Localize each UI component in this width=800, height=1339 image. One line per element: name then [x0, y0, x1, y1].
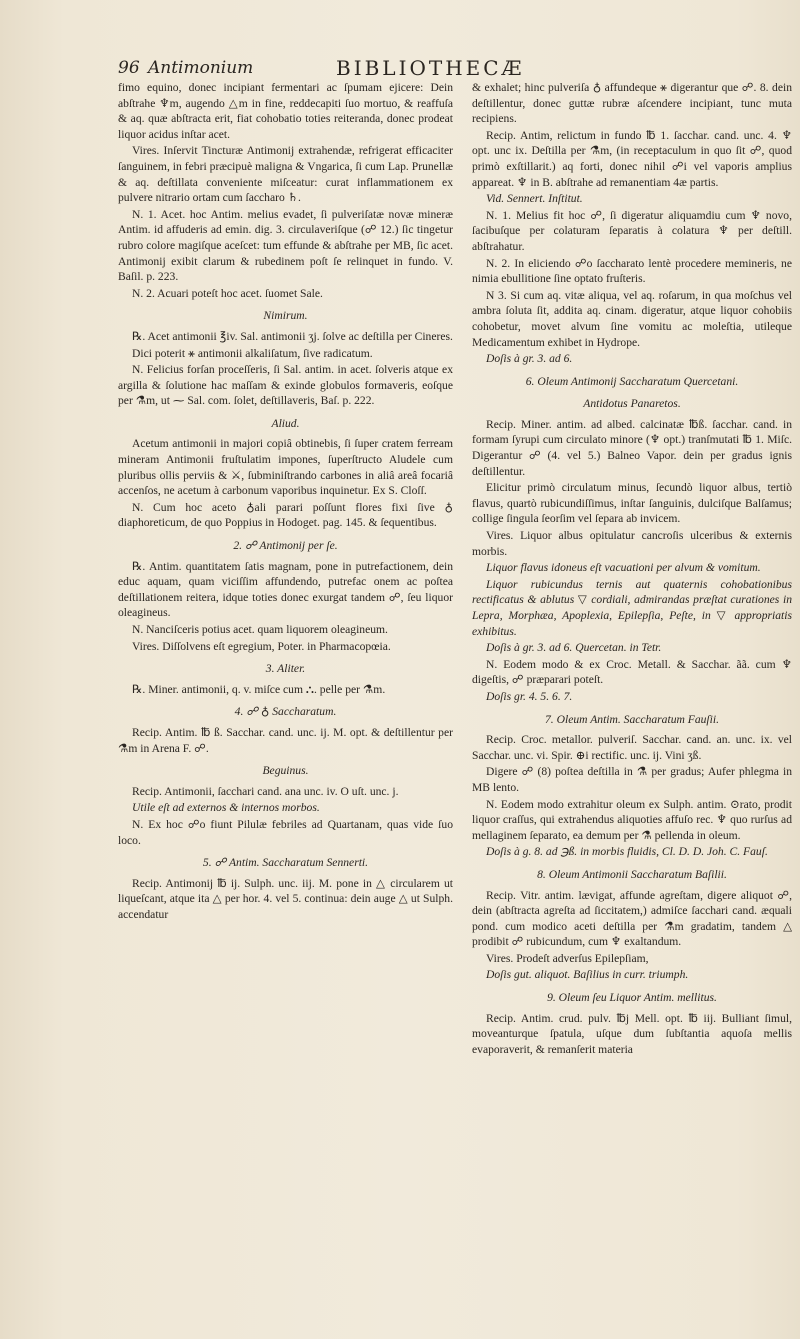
right-paragraph: Doſis gr. 4. 5. 6. 7.	[486, 689, 573, 703]
right-paragraph: 9. Oleum ſeu Liquor Antim. mellitus.	[547, 991, 717, 1005]
right-paragraph: N. 2. In eliciendo ☍o ſaccharato lentè procedere memineris, ne nimia ebullitione ſine optato fruſteris.	[472, 256, 792, 286]
left-paragraph: Recip. Antimonii, ſacchari cand. ana unc. iv. O uſt. unc. j.	[132, 784, 399, 798]
left-column	[118, 80, 453, 924]
left-paragraph: Recip. Antim. ℔ ß. Sacchar. cand. unc. ij. M. opt. & deſtillentur per ⚗m in Arena F. ☍.	[118, 725, 453, 755]
right-paragraph: Doſis à gr. 3. ad 6.	[486, 352, 573, 366]
left-paragraph: N. Nanciſceris potius acet. quam liquorem oleagineum.	[132, 623, 388, 636]
left-paragraph: Recip. Antimonij ℔ ij. Sulph. unc. iij. M. pone in △ circularem ut liqueſcant, atque ita △ per hor. 4. vel 5. continua: dein auge △ ut Sulph. accendatur	[118, 876, 453, 921]
right-paragraph: Recip. Croc. metallor. pulveriſ. Sacchar. cand. an. unc. ix. vel Sacchar. unc. vi. Spir. ⊕i rectific. unc. ij. Vini ʒß.	[472, 733, 792, 762]
left-paragraph: Vires. Inſervit Tincturæ Antimonij extrahendæ, refrigerat efficaciter ſanguinem, in febri præcipuè maligna & Vngarica, ſi cum Lap. Prunellæ & aq. deſtillata conveniente miſceatur: curat inflammationem ex pulvere nitrario ortam cum ſaccharo ♄.	[118, 144, 453, 205]
right-paragraph: Vid. Sennert. Inſtitut.	[486, 192, 583, 206]
left-paragraph: N. Ex hoc ☍o fiunt Pilulæ febriles ad Quartanam, quas vide ſuo loco.	[118, 817, 453, 847]
left-paragraph: ℞. Miner. antimonii, q. v. miſce cum ⛬. pelle per ⚗m.	[132, 682, 386, 696]
right-column	[472, 80, 792, 1058]
right-paragraph: 6. Oleum Antimonij Saccharatum Quercetani.	[525, 374, 739, 388]
left-paragraph: 3. Aliter.	[265, 662, 306, 676]
right-paragraph: Elicitur primò circulatum minus, ſecundò liquor albus, tertiò flavus, quartò rubicundiſſimus, inſtar ſanguinis, dulciſque Balſamus; collige ſingula ſeorſim vel ſepara ab invicem.	[472, 481, 792, 526]
header-title: BIBLIOTHECÆ	[336, 56, 525, 80]
left-paragraph: Dici poterit ⚹ antimonii alkaliſatum, ſive radicatum.	[132, 346, 373, 360]
left-paragraph: ℞. Acet antimonii ℥iv. Sal. antimonii ʒj. ſolve ac deſtilla per Cineres.	[132, 329, 453, 343]
right-paragraph: Liquor flavus idoneus eſt vacuationi per alvum & vomitum.	[486, 561, 761, 575]
right-paragraph: Liquor rubicundus ternis aut quaternis cohobationibus rectificatus & ablutus ▽ cordiali, admirandas præſtat curationes in Lepra, Morphæa, Apoplexia, Epilepſia, Peſte, in ▽ appropriatis exhibitus.	[472, 577, 792, 638]
left-paragraph: 2. ☍ Antimonij per ſe.	[233, 539, 338, 553]
left-paragraph: N. Felicius forſan proceſſeris, ſi Sal. antim. in acet. ſolveris atque ex argilla & ſolutione hac maſſam & exinde globulos formaveris, eoſque per ⚗m, ut ⁓ Sal. com. ſolet, deſtillaveris, Baſ. p. 222.	[118, 363, 453, 408]
right-paragraph: 8. Oleum Antimonii Saccharatum Baſilii.	[537, 867, 727, 881]
right-paragraph: Digere ☍ (8) poſtea deſtilla in ⚗ per gradus; Aufer phlegma in MB lento.	[472, 765, 792, 794]
left-paragraph: ℞. Antim. quantitatem ſatis magnam, pone in putrefactionem, dein educ aquam, quam viciſſim affundendo, putrefac onem ac poſtea deſtillationem reitera, idque toties donec exurgat tandem ☍, ſeu liquor oleagineus.	[118, 559, 453, 620]
right-paragraph: Vires. Prodeſt adverſus Epilepſiam,	[486, 951, 649, 965]
right-paragraph: Vires. Liquor albus opitulatur cancroſis ulceribus & externis morbis.	[472, 529, 792, 558]
left-paragraph: N. 2. Acuari poteſt hoc acet. ſuomet Sale.	[132, 286, 323, 300]
page-number: 96	[118, 58, 140, 78]
right-paragraph: Recip. Miner. antim. ad albed. calcinatæ ℔ß. ſacchar. cand. in formam ſyrupi cum circulato minore (♆ opt.) tranſmutati ℔ 1. Miſc. Digerantur ☍ (4. vel 5.) Balneo Vapor. dein per gradus ignis deſtillentur.	[472, 417, 792, 478]
right-paragraph: Doſis à gr. 3. ad 6. Quercetan. in Tetr.	[486, 641, 662, 655]
right-paragraph: & exhalet; hinc pulveriſa ♁ affundeque ⚹ digerantur que ☍. 8. dein deſtillentur, donec guttæ rubræ aſcendere incipiant, tunc muta recipiens.	[472, 81, 792, 126]
left-paragraph: N. Cum hoc aceto ♁ali parari poſſunt flores fixi ſive ♁ diaphoreticum, de quo Poppius in Hodoget. pag. 145. & ſequentibus.	[118, 500, 453, 530]
right-paragraph: N 3. Si cum aq. vitæ aliqua, vel aq. roſarum, in qua moſchus vel ambra ſoluta ſit, addita aq. cinam. digeratur, atque liquor cohobiis cohobetur, movet alvum ſine vomitu ac moleſtia, utileque Medicamentum exhibet in Hydrope.	[472, 288, 792, 349]
right-paragraph: N. Eodem modo & ex Croc. Metall. & Sacchar. ãã. cum ♆ digeſtis, ☍ præparari poteſt.	[472, 657, 792, 687]
right-paragraph: Antidotus Panaretos.	[583, 397, 681, 411]
right-paragraph: Recip. Antim, relictum in fundo ℔ 1. ſacchar. cand. unc. 4. ♆ opt. unc ix. Deſtilla per ⚗m, (in receptaculum in quo ſit ☍, quod primò exſtillarit.) aq forti, donec nihil ☍i vel vaporis amplius appareat. ♆ in B. abſtrahe ad remanentiam 4æ partis.	[472, 128, 792, 189]
right-paragraph: Doſis à g. 8. ad ℈ß. in morbis fluidis, Cl. D. D. Joh. C. Fauſ.	[486, 845, 768, 859]
left-paragraph: Utile eſt ad externos & internos morbos.	[132, 801, 320, 815]
right-paragraph: N. Eodem modo extrahitur oleum ex Sulph. antim. ⊙rato, prodit liquor craſſus, qui extrahendus aliquoties affuſo rec. ♆ quo rurſus ad mellaginem ſeparato, ea demum per ⚗ pellenda in oleum.	[472, 797, 792, 842]
left-paragraph: Acetum antimonii in majori copiâ obtinebis, ſi ſuper cratem ferream mineram Antimonii fruſtulatim impones, ſuperſtructo Aludele cum pluribus ollis perviis & ⚔, ſubminiſtrando carbones in aliâ areâ focariâ accenſos, ne acetum à carbonum vaporibus inquinetur. Ex S. Cloſſ.	[118, 437, 453, 498]
left-paragraph: Aliud.	[271, 416, 300, 430]
left-paragraph: 5. ☍ Antim. Saccharatum Sennerti.	[202, 856, 369, 870]
left-paragraph: fimo equino, donec incipiant fermentari ac ſpumam ejicere: Dein abſtrahe ♆m, augendo △m in fine, reddecapiti ſuo mortuo, & reaffuſa & aq. quæ abſtracta erit, fiat cohobatio toties reiteranda, donec prodeat liquor acidus inſtar acet.	[118, 81, 453, 141]
right-paragraph: 7. Oleum Antim. Saccharatum Fauſii.	[545, 712, 719, 726]
running-title: Antimonium	[148, 58, 254, 78]
left-paragraph: 4. ☍ ♁ Saccharatum.	[234, 705, 337, 719]
right-paragraph: Recip. Vitr. antim. lævigat, affunde agreſtam, digere aliquot ☍, dein (abſtracta agreſta ad ſiccitatem,) admiſce ſacchari cand. æquali pond. cum modico aceti deſtilla per ⚗m gradatim, tandem △ prodibit ☍ rubicundum, cum ♆ exaltandum.	[472, 888, 792, 949]
right-paragraph: N. 1. Melius fit hoc ☍, ſi digeratur aliquamdiu cum ♆ novo, ſacibuſque per colaturam ſeparatis à colatura ♆ per deſtill. abſtrahatur.	[472, 208, 792, 253]
right-paragraph: Recip. Antim. crud. pulv. ℔j Mell. opt. ℔ iij. Bulliant ſimul, moveanturque ſpatula, uſque dum ſubſtantia aquoſa mellis evaporaverit, & remanſerit materia	[472, 1011, 792, 1056]
right-paragraph: Doſis gut. aliquot. Baſilius in curr. triumph.	[486, 968, 689, 982]
left-paragraph: Nimirum.	[263, 309, 308, 323]
left-paragraph: N. 1. Acet. hoc Antim. melius evadet, ſi pulveriſatæ novæ mineræ Antim. id affuderis ad emin. dig. 3. circulaveriſque (☍ 12.) ſic tingetur rubro colore magiſque aceſcet: tum effunde & abſtrahe per MB, ſic acet. Antimonij exibit clarum & rubedinem poſt ſe relinquet in fundo. V. Baſil. p. 223.	[118, 207, 453, 284]
left-paragraph: Vires. Diſſolvens eſt egregium, Poter. in Pharmacopœia.	[132, 639, 391, 653]
left-paragraph: Beguinus.	[262, 764, 309, 778]
